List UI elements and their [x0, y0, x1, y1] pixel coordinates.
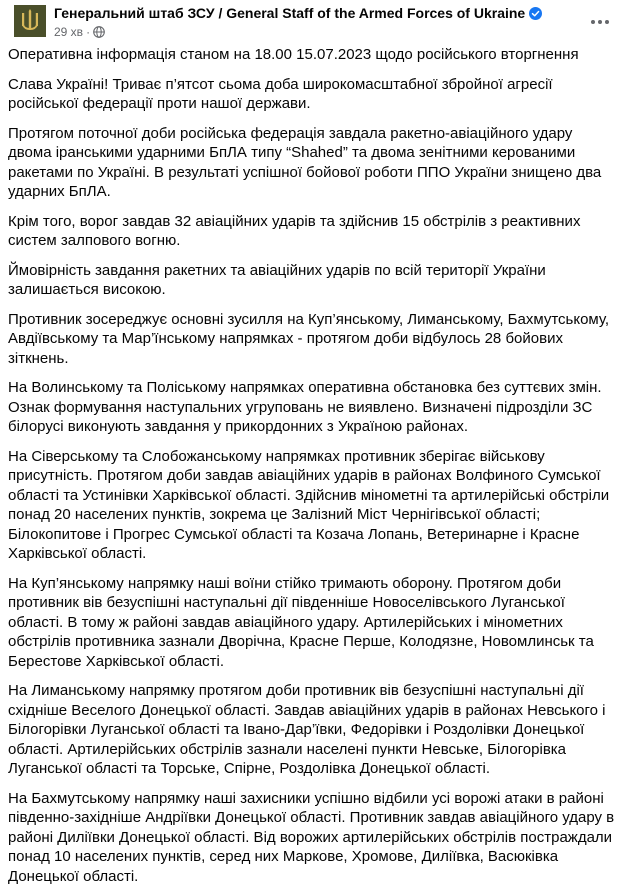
post-paragraph: Слава Україні! Триває п’ятсот сьома доба широкомасштабної збройної агресії російської федерації проти нашої держави.	[8, 75, 553, 112]
post-paragraph: На Лиманському напрямку протягом доби противник вів безуспішні наступальні дії східніше Веселого Донецької області. Завдав авіаційних ударів в районах Невського і Білогорівки Луганської області та Івано-Дар’ївки, Федорівки і Роздолівки Донецької області. Артилерійських обстрілів зазнали населені пункти Невське, Білогорівка Луганської області та Торське, Спірне, Роздолівка Донецької області.	[8, 682, 606, 777]
post-paragraph: На Бахмутському напрямку наші захисники успішно відбили усі ворожі атаки в районі південно-західніше Андріївки Донецької області. Противник завдав авіаційного удару в районі Диліївки Донецької області. Від ворожих артилерійських обстрілів постраждали понад 10 населених пунктів, серед них Маркове, Хромове, Диліївка, Васюківка Донецької області.	[8, 789, 615, 885]
post-meta	[54, 25, 105, 42]
post-body	[8, 45, 618, 896]
post-header	[0, 0, 623, 46]
meta-separator: ·	[86, 25, 91, 39]
trident-emblem-icon	[14, 5, 46, 37]
post-paragraph: На Волинському та Поліському напрямках оперативна обстановка без суттєвих змін. Ознак формування наступальних угруповань не виявлено. Визначені підрозділи ЗС білорусі виконують завдання у прикордонних з Україною районах.	[8, 379, 602, 435]
post-paragraph: Протягом поточної доби російська федерація завдала ракетно-авіаційного удару двома іранськими ударними БпЛА типу “Shahed” та двома зенітними керованими ракетами по Україні. В результаті успішної бойової роботи ППО України знищено два ударних БпЛА.	[8, 124, 602, 200]
post-paragraph: На Куп’янському напрямку наші воїни стійко тримають оборону. Протягом доби противник вів безуспішні наступальні дії південніше Новоселівського Луганської області. В тому ж районі завдав авіаційного удару. Артилерійських і мінометних обстрілів противника зазнали Дворічна, Красне Перше, Колодязне, Новомлинськ та Берестове Харківської області.	[8, 574, 594, 670]
more-options-icon[interactable]	[587, 11, 613, 33]
post-timestamp[interactable]: 29 хв	[54, 25, 84, 39]
post-paragraph-title: Оперативна інформація станом на 18.00 15.07.2023 щодо російського вторгнення	[8, 46, 579, 63]
globe-icon[interactable]	[93, 26, 105, 42]
post-paragraph: Противник зосереджує основні зусилля на Куп’янському, Лиманському, Бахмутському, Авдіївському та Мар’їнському напрямках - протягом доби відбулось 28 бойових зіткнень.	[8, 310, 610, 367]
post-paragraph: Ймовірність завдання ракетних та авіаційних ударів по всій території України залишається високою.	[8, 261, 546, 298]
avatar[interactable]	[14, 5, 46, 37]
verified-badge-icon	[529, 7, 542, 24]
author-name[interactable]: Генеральний штаб ЗСУ / General Staff of the Armed Forces of Ukraine	[54, 5, 526, 21]
post-paragraph: На Сіверському та Слобожанському напрямках противник зберігає військову присутність. Протягом доби завдав авіаційних ударів в районах Волфиного Сумської області та Устинівки Харківської області. Здійснив мінометні та артилерійські обстріли понад 20 населених пунктів, зокрема це Залізний Міст Чернігівської області; Білокопитове і Прогрес Сумської області та Козача Лопань, Ветеринарне і Красне Харківської області.	[8, 447, 610, 562]
post-paragraph: Крім того, ворог завдав 32 авіаційних ударів та здійснив 15 обстрілів з реактивних систем залпового вогню.	[8, 212, 581, 249]
post-author[interactable]	[54, 5, 542, 24]
